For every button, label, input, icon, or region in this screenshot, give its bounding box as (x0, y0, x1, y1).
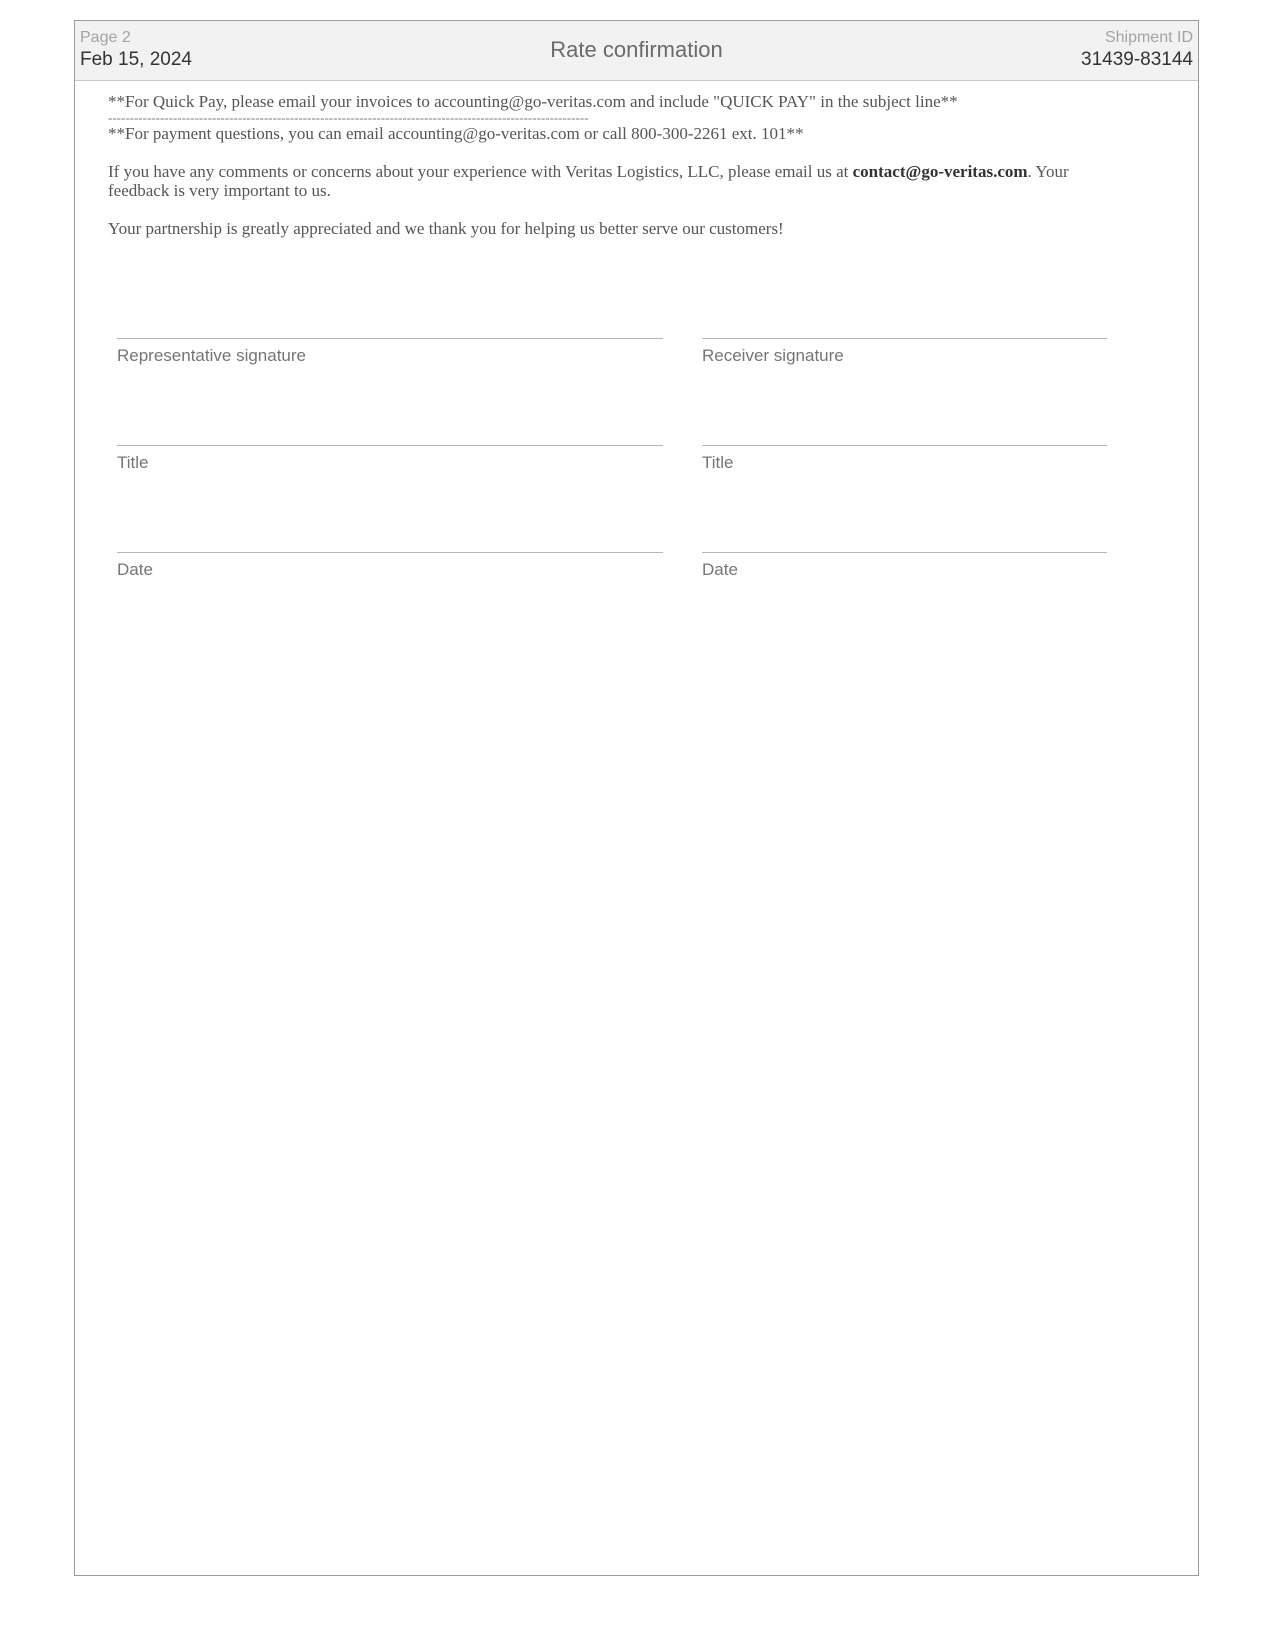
shipment-id-value: 31439-83144 (1081, 49, 1193, 70)
receiver-signature-line[interactable] (702, 338, 1107, 339)
page-frame (74, 20, 1199, 1576)
receiver-title-line[interactable] (702, 445, 1107, 446)
payment-questions-note: **For payment questions, you can email accounting@go-veritas.com or call 800-300-2261 ext. 101** (108, 124, 804, 143)
closing-paragraph: Your partnership is greatly appreciated and we thank you for helping us better serve our customers! (108, 219, 784, 238)
representative-signature-label: Representative signature (117, 346, 307, 365)
receiver-date-line[interactable] (702, 552, 1107, 553)
representative-date-label: Date (117, 560, 153, 579)
document-title: Rate confirmation (550, 37, 723, 62)
dashed-divider: --------------------------------------------------------------------------------------------------------------- (108, 111, 589, 124)
receiver-signature-label: Receiver signature (702, 346, 844, 365)
contact-email-link[interactable]: contact@go-veritas.com (852, 162, 1028, 181)
representative-title-line[interactable] (117, 445, 663, 446)
comments-paragraph (108, 162, 1118, 200)
terms-text (108, 92, 1118, 238)
page-number: Page 2 (80, 29, 131, 46)
page-header (75, 21, 1198, 81)
document-date: Feb 15, 2024 (80, 49, 192, 70)
receiver-title-label: Title (702, 453, 734, 472)
quick-pay-note: **For Quick Pay, please email your invoices to accounting@go-veritas.com and include "QUICK PAY" in the subject line** (108, 92, 958, 111)
comments-text-start: If you have any comments or concerns about your experience with Veritas Logistics, LLC, please email us at (108, 162, 853, 181)
comments-text-end: . Your feedback is very important to us. (108, 162, 1069, 200)
shipment-id-label: Shipment ID (1104, 29, 1193, 46)
representative-date-line[interactable] (117, 552, 663, 553)
representative-signature-line[interactable] (117, 338, 663, 339)
receiver-date-label: Date (702, 560, 738, 579)
representative-title-label: Title (117, 453, 149, 472)
header-right (1081, 28, 1193, 72)
